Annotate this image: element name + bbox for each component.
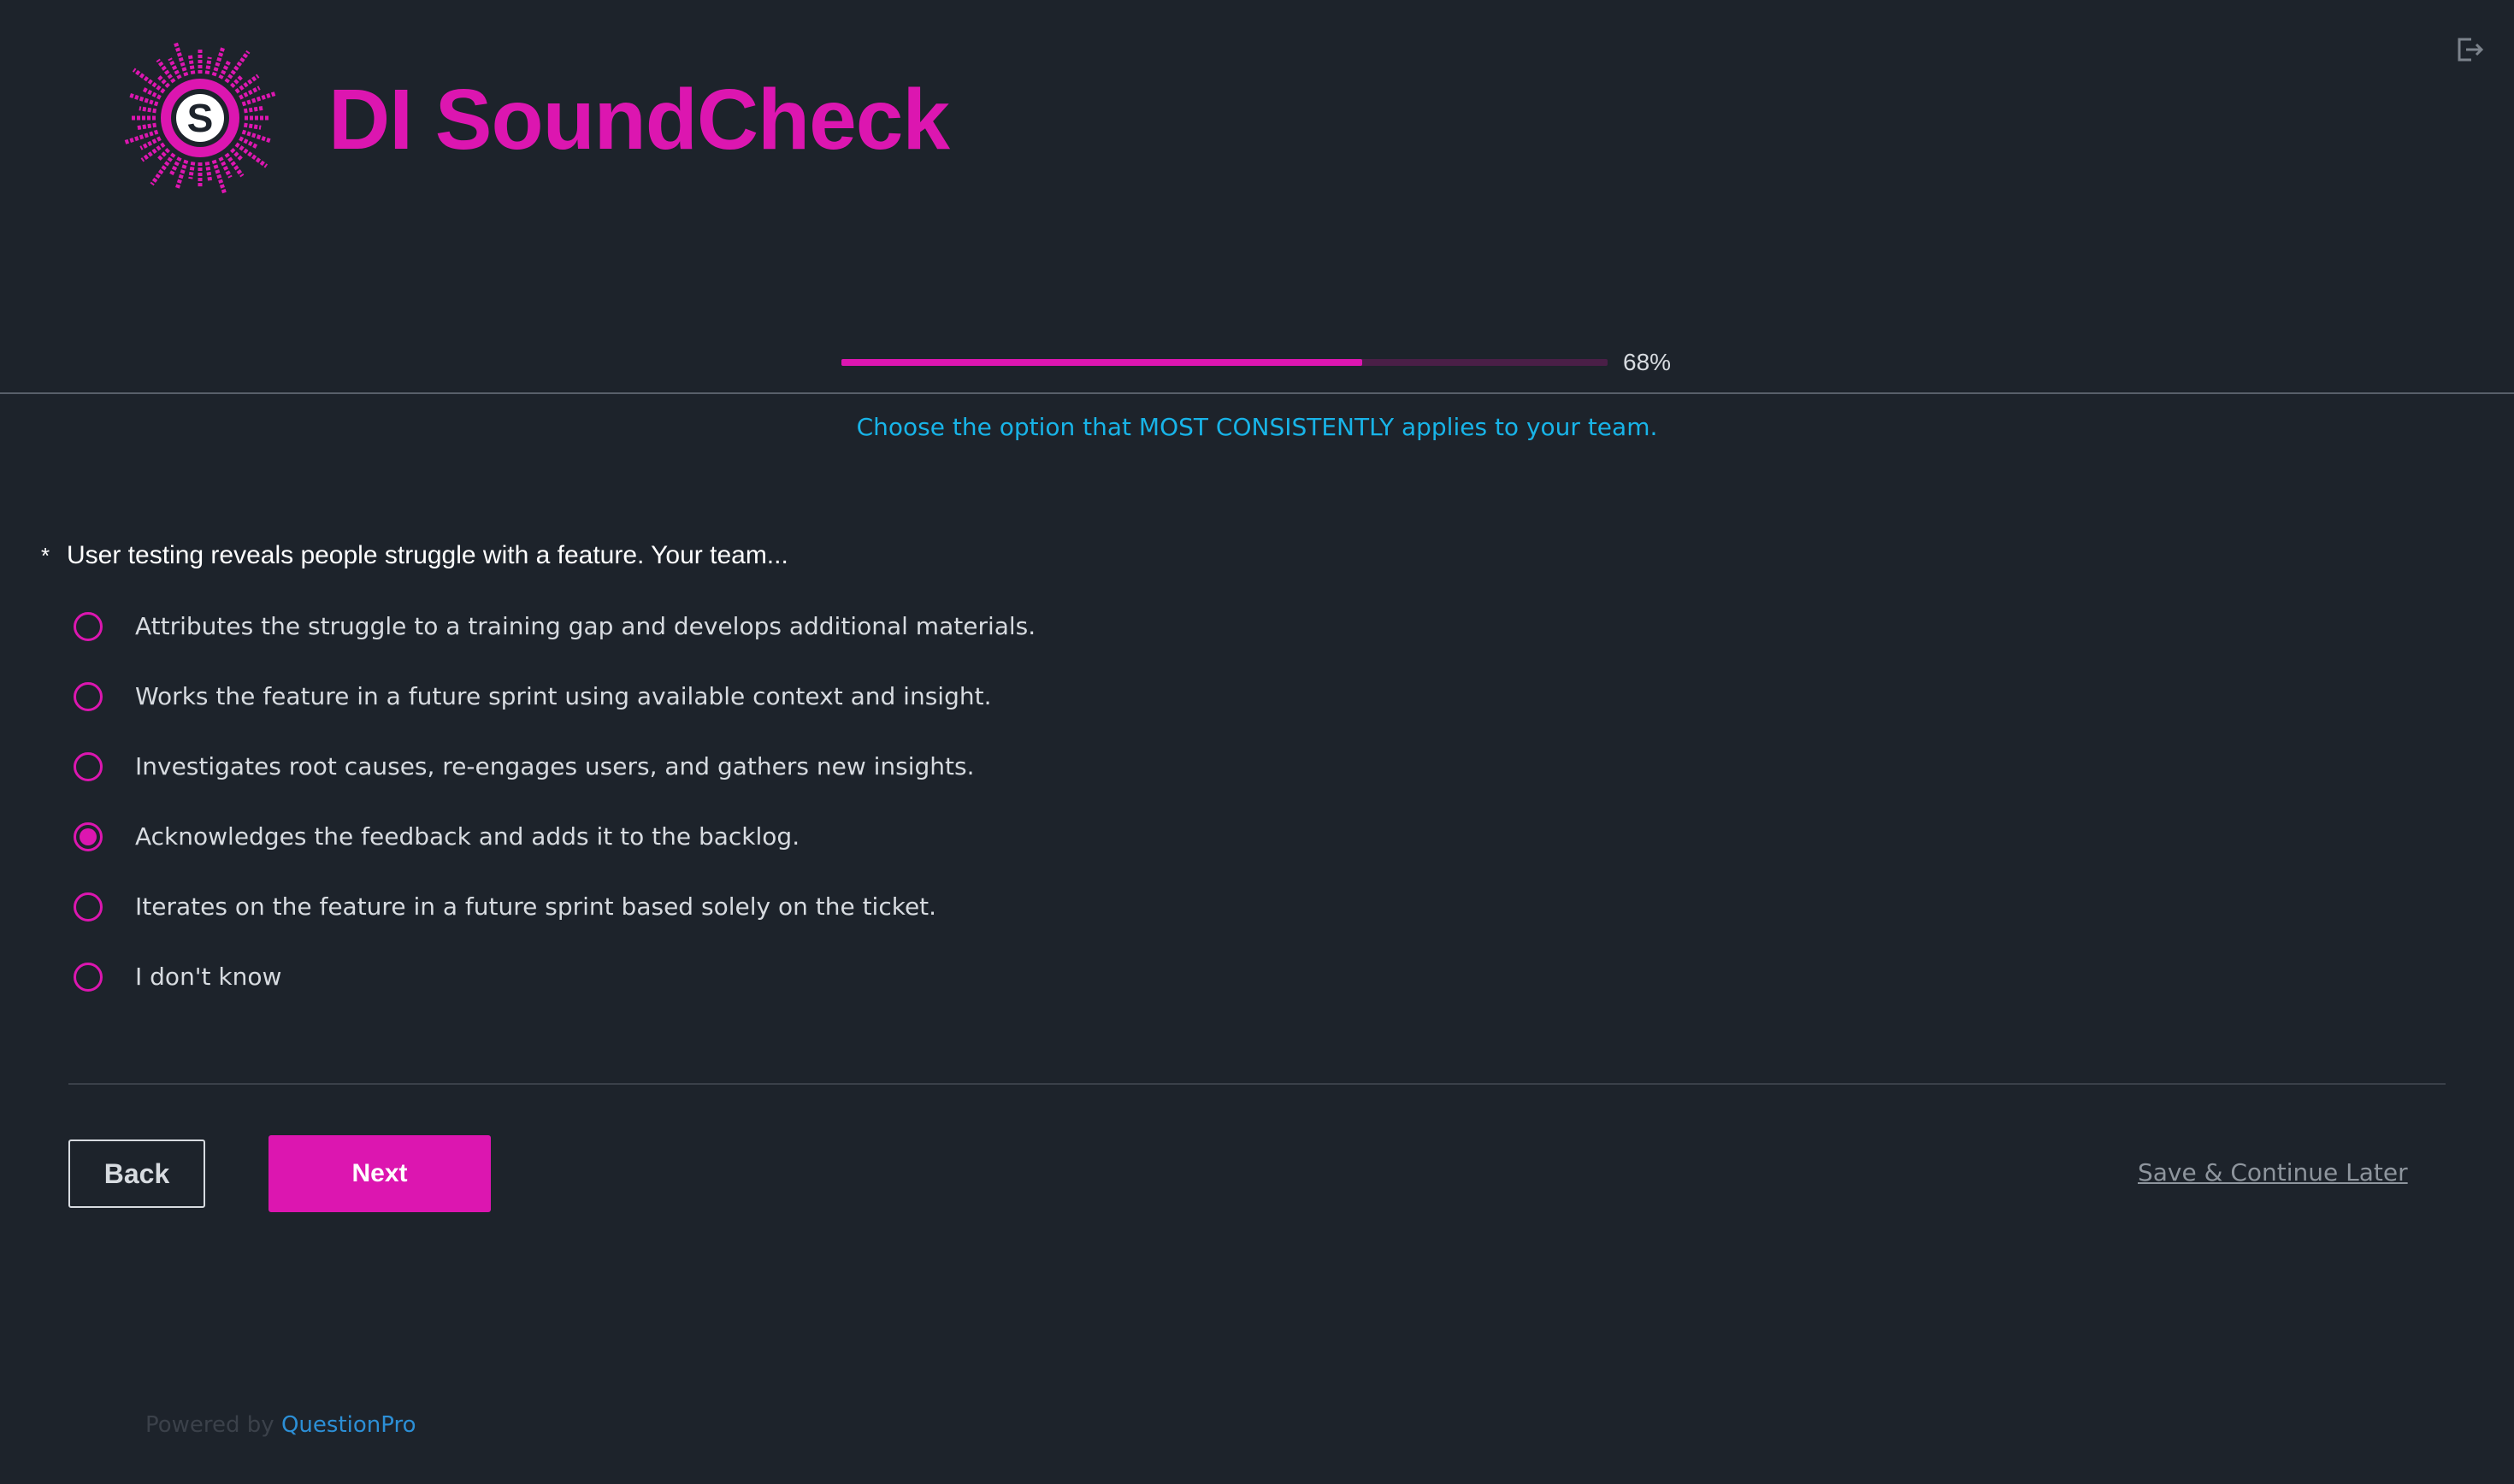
logo-ray [190, 56, 192, 74]
option-label: Iterates on the feature in a future sprint based solely on the ticket. [135, 892, 937, 921]
powered-by-text: Powered by [145, 1412, 274, 1438]
option-label: Works the feature in a future sprint using available context and insight. [135, 682, 992, 710]
logo-ray [236, 144, 267, 167]
logo-ray [170, 157, 180, 175]
option-label: Attributes the struggle to a training gap and develops additional materials. [135, 612, 1036, 640]
logo-ray [158, 150, 169, 161]
progress-bar [841, 359, 1608, 366]
logo-ray [207, 57, 210, 74]
logo-ray [221, 60, 230, 78]
radio-button[interactable] [74, 612, 103, 641]
save-continue-later-link[interactable]: Save & Continue Later [2138, 1158, 2408, 1187]
answer-option[interactable] [74, 592, 1036, 662]
logo-ray [207, 162, 210, 180]
next-button[interactable]: Next [269, 1135, 491, 1212]
logo-ray [244, 108, 263, 110]
required-marker: * [41, 543, 50, 568]
instruction-text: Choose the option that MOST CONSISTENTLY applies to your team. [856, 413, 1658, 441]
logo-ray [152, 154, 174, 185]
logo-ray [232, 150, 243, 161]
back-button[interactable]: Back [68, 1140, 205, 1208]
option-label: Investigates root causes, re-engages users, and gathers new insights. [135, 752, 975, 780]
logo-ray [191, 162, 193, 179]
option-label: I don't know [135, 963, 282, 991]
answer-options [74, 592, 1036, 1012]
radio-button[interactable] [74, 892, 103, 922]
logo-ray [158, 76, 169, 87]
answer-option[interactable] [74, 732, 1036, 802]
logo-ray [139, 109, 156, 111]
section-divider [68, 1083, 2446, 1085]
radio-selected-dot [80, 828, 97, 845]
radio-button[interactable] [74, 682, 103, 711]
header-divider [0, 392, 2514, 394]
footer [145, 1410, 416, 1440]
exit-icon[interactable] [2452, 32, 2487, 67]
answer-option[interactable] [74, 942, 1036, 1012]
answer-option[interactable] [74, 662, 1036, 732]
logo-ray [138, 125, 156, 127]
radio-button[interactable] [74, 963, 103, 992]
radio-button[interactable] [74, 752, 103, 781]
soundcheck-logo-icon [109, 24, 291, 212]
progress-bar-fill [841, 359, 1362, 366]
logo-ray [133, 70, 164, 92]
logo-ray [244, 125, 261, 127]
question-label: User testing reveals people struggle with a feature. Your team... [67, 541, 788, 569]
logo-letter: S [186, 96, 214, 140]
progress-percent: 68% [1623, 349, 1672, 375]
brand-title: DI SoundCheck [328, 72, 949, 168]
radio-button-selected[interactable] [74, 822, 103, 851]
question-text [41, 539, 788, 573]
answer-option[interactable] [74, 872, 1036, 942]
option-label: Acknowledges the feedback and adds it to the backlog. [135, 822, 800, 851]
logo-ray [142, 88, 160, 97]
answer-option[interactable] [74, 802, 1036, 872]
logo-ray [232, 76, 243, 87]
questionpro-link[interactable]: QuestionPro [280, 1412, 416, 1438]
logo-ray [227, 51, 249, 82]
logo-ray [239, 138, 257, 148]
